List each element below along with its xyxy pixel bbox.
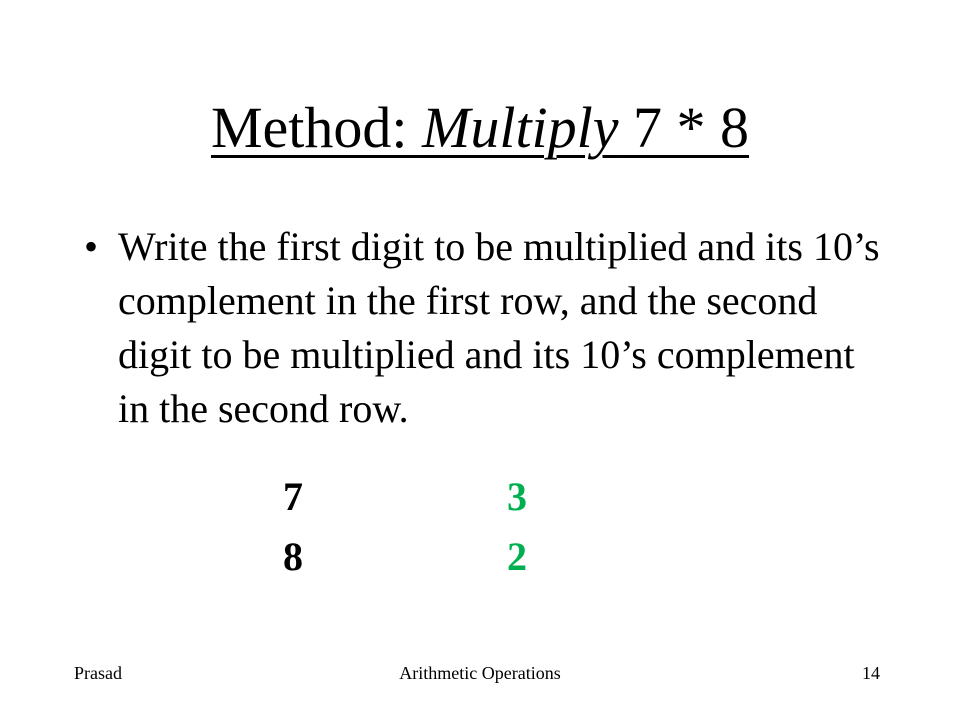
footer-page-number: 14 <box>862 663 880 683</box>
footer-author: Prasad <box>74 663 122 683</box>
title-prefix: Method: <box>210 95 423 160</box>
row1-digit: 7 <box>283 474 303 519</box>
bullet-dot-icon: • <box>84 224 99 269</box>
row2-digit: 8 <box>283 534 303 579</box>
bullet-text: Write the first digit to be multiplied and its 10’s complement in the first row, and the second digit to be multiplied and its 10’s complement in the second row. <box>118 224 880 431</box>
slide-title-text <box>211 95 749 160</box>
footer-title: Arithmetic Operations <box>399 663 561 683</box>
bullet-item <box>84 220 884 436</box>
title-suffix: 7 * 8 <box>618 95 750 160</box>
slide-title <box>0 88 960 168</box>
row2-complement: 2 <box>507 534 527 579</box>
title-italic: Multiply <box>422 95 619 160</box>
row1-complement: 3 <box>507 474 527 519</box>
